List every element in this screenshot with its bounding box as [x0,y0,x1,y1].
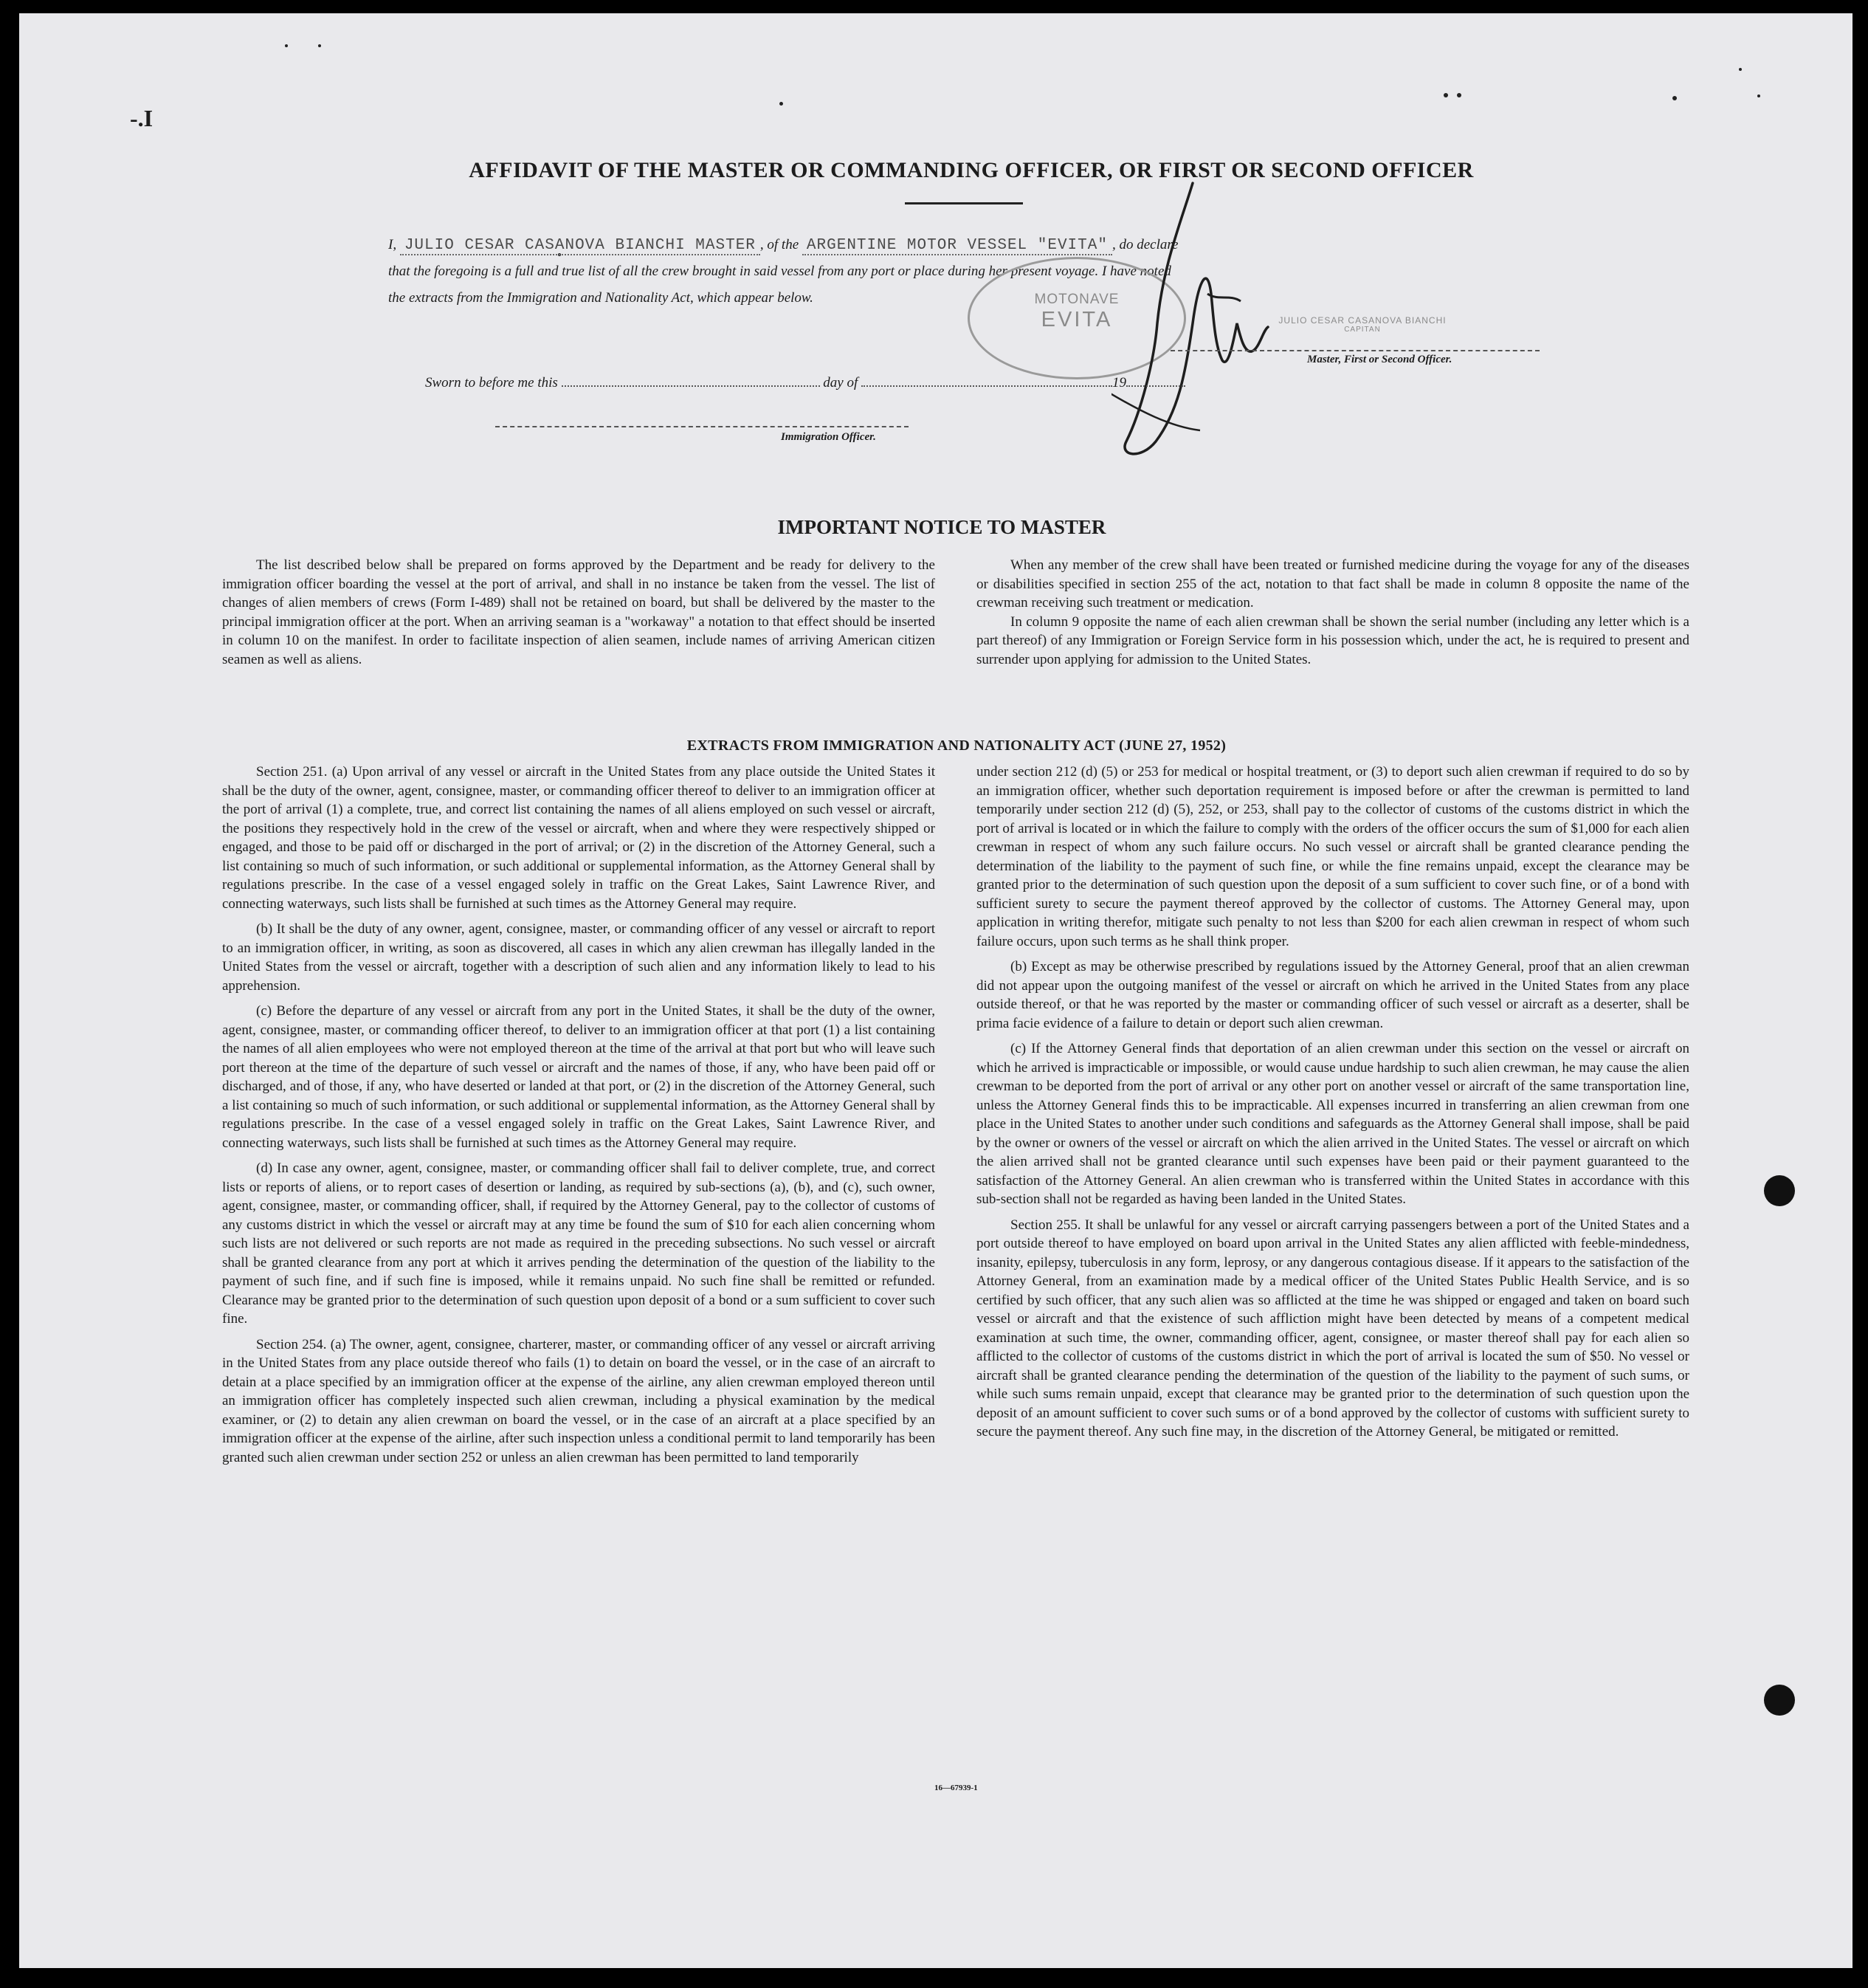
day-of-label: day of [823,375,858,391]
sworn-year-field[interactable] [1126,385,1185,387]
scan-speck [1739,68,1742,71]
extract-left-paragraph: (d) In case any owner, agent, consignee, master, or commanding officer shall fail to deliver complete, true, and correct lists or reports of aliens, or to report cases of desertion or landing, as required by sub-sections (a), (b), and (c), such owner, agent, consignee, master, or commanding officer, shall, if required by the Attorney General, pay to the collector of customs of any customs district in which the vessel or aircraft may at any time be found the sum of $10 for each alien concerning whom such lists are not delivered or such reports are not made as required in the preceding subsections. No such vessel or aircraft shall be granted clearance from any port at which it arrives pending the determination of the question of the liability to the payment of such fine, and if such fine is imposed, while it remains unpaid. No such fine shall be remitted or refunded. Clearance may be granted prior to the determination of such question upon deposit of a bond or a sum sufficient to cover such fine. [222,1160,935,1327]
affidavit-title: AFFIDAVIT OF THE MASTER OR COMMANDING OFFICER, OR FIRST OR SECOND OFFICER [469,158,1474,182]
extract-left-paragraph: (c) Before the departure of any vessel or aircraft from any port in the United States, it shall be the duty of the owner, agent, consignee, master, or commanding officer thereof, to deliver to an immigration officer at that port (1) a list containing the names of all alien employees who were not employed thereon at the time of the arrival at that port but who will leave such port thereon at the time of the departure of such vessel or aircraft and the names of those, if any, who have been paid off or discharged, and of those, if any, who have deserted or landed at that port, or (2) in the discretion of the Attorney General, such a list containing so much of such information, or such additional or supplemental information, as the Attorney General shall by regulations prescribe. In the case of a vessel engaged solely in traffic on the Great Lakes, Saint Lawrence River, and connecting waterways, such lists shall be furnished at such times as the Attorney General may require. [222,1003,935,1151]
declaration-line-2: that the foregoing is a full and true list of all the crew brought in said vessel from any port or place during her present voyage. I have noted [388,264,1171,279]
scan-speck [1444,93,1448,97]
vessel-name-field[interactable]: ARGENTINE MOTOR VESSEL "EVITA" [802,237,1112,255]
extract-right-paragraph: Section 255. It shall be unlawful for any vessel or aircraft carrying passengers between a port of the United States and a port outside thereof to have employed on board upon arrival in the United States any alien afflicted with feeble-mindedness, insanity, epilepsy, tuberculosis in any form, leprosy, or any dangerous contagious disease. If it appears to the satisfaction of the Attorney General, from an examination made by a medical officer of the United States Public Health Service, and is so certified by such officer, that any such alien was so afflicted at the time he was shipped or engaged and taken on board such vessel or aircraft and that the existence of such affliction might have been detected by means of a competent medical examination at such time, the owner, commanding officer, agent, consignee, or master thereof shall pay for each alien so afflicted to the collector of customs of the customs district in which the port of arrival is located the sum of $50. No vessel or aircraft shall be granted clearance pending the determination of the question of the liability to the payment of such sums, or while such sums remain unpaid, except that clearance may be granted prior to the determination of such question upon the deposit of an amount sufficient to cover such sums or of a bond approved by the collector of customs with sufficient surety to secure the payment thereof. Any such fine may, in the discretion of the Attorney General, be mitigated or remitted. [976,1217,1689,1440]
extracts-title: EXTRACTS FROM IMMIGRATION AND NATIONALITY ACT (JUNE 27, 1952) [686,737,1227,754]
master-name-field[interactable]: JULIO CESAR CASANOVA BIANCHI MASTER [400,237,760,255]
extract-right-paragraph: (b) Except as may be otherwise prescribed by regulations issued by the Attorney General, proof that an alien crewman did not appear upon the outgoing manifest of the vessel or aircraft on which he arrived in the United States from any place outside thereof, or that he was reported by the master or commanding officer of such vessel or aircraft as a deserter, shall be prima facie evidence of a failure to detain or deport such alien crewman. [976,959,1689,1031]
extract-right-paragraph: under section 212 (d) (5) or 253 for medical or hospital treatment, or (3) to deport such alien crewman if required to do so by an immigration officer, whether such deportation requirement is imposed before or after the crewman is permitted to land temporarily under section 212 (d) (5), 252, or 253, shall pay to the collector of customs of the customs district in which the port of arrival is located or in which the failure to comply with the orders of the officer occurs the sum of $1,000 for each alien crewman in respect of whom any such failure occurs. No such vessel or aircraft shall be granted clearance pending the determination of the liability to the payment of such fine, or while the fine remains unpaid, except the clearance may be granted prior to the determination of such question upon the deposit of a sum sufficient to cover such fine, or of a bond with sufficient surety to secure the payment thereof approved by the collector of customs. The Attorney General may, upon application in writing therefor, mitigate such penalty to not less than $200 for each alien crewman in respect of whom such failure occurs, upon such terms as he shall think proper. [976,764,1689,949]
scan-speck [1672,96,1677,100]
extract-left-paragraph: Section 254. (a) The owner, agent, consignee, charterer, master, or commanding officer of any vessel or aircraft arriving in the United States from any place outside thereof who fails (1) to detain on board the vessel, or in the case of an aircraft to detain at a place specified by an immigration officer at the expense of the airline, any alien crewman employed thereon until an immigration officer has completely inspected such alien crewman, including a physical examination by the medical examiner, or (2) to detain any alien crewman on board the vessel, or in the case of an aircraft at a place specified by an immigration officer at the expense of the airline, after such inspection unless a conditional permit to land temporarily has been granted such alien crewman under section 252 or unless an alien crewman has been permitted to land temporarily [222,1336,935,1465]
notice-right-paragraph-1: When any member of the crew shall have been treated or furnished medicine during the voyage for any of the diseases or disabilities specified in section 255 of the act, notation to that fact shall be made in column 8 opposite the name of the crewman receiving such treatment or medication. [976,557,1689,610]
extract-left-paragraph: Section 251. (a) Upon arrival of any vessel or aircraft in the United States from any place outside the United States it shall be the duty of the owner, agent, consignee, master, or commanding officer thereof to deliver to an immigration officer at the port of arrival (1) a complete, true, and correct list containing the names of all aliens employed on such vessel or aircraft, the positions they respectively hold in the crew of the vessel or aircraft, when and where they were respectively shipped or engaged, and those to be paid off or discharged in the port of arrival; or (2) in the discretion of the Attorney General, such a list containing so much of such information, or such additional or supplemental information, as the Attorney General shall by regulations prescribe. In the case of a vessel engaged solely in traffic on the Great Lakes, Saint Lawrence River, and connecting waterways, such lists shall be furnished at such times as the Attorney General may require. [222,764,935,912]
decl-do-declare: , do declare [1112,237,1179,252]
scan-speck [285,44,288,47]
document-page [19,13,1853,1968]
immigration-officer-label: Immigration Officer. [781,431,876,443]
notice-left-paragraph: The list described below shall be prepared on forms approved by the Department and be ready for delivery to the immigration officer boarding the vessel at the port of arrival, and shall in no instance be taken from the vessel. The list of changes of alien members of crews (Form I-489) shall not be retained on board, but shall be delivered by the master to the principal immigration officer at the port. When an arriving seaman is a "workaway" a notation to that effect should be inserted in column 10 on the manifest. In order to facilitate inspection of alien seamen, include names of arriving American citizen seamen as well as aliens. [222,557,935,667]
master-signature-label: Master, First or Second Officer. [1307,354,1452,365]
margin-mark: -.I [130,105,154,131]
stamp-line-1: MOTONAVE [1034,292,1120,307]
declaration-line-3: the extracts from the Immigration and Nationality Act, which appear below. [388,290,813,306]
scan-speck [779,102,783,106]
title-rule [905,202,1023,204]
notice-right-paragraph-2: In column 9 opposite the name of each alien crewman shall be shown the serial number (including any letter which is a part thereof) of any Immigration or Foreign Service form in his possession which, under the act, he is required to present and surrender upon applying for admission to the United States. [976,613,1689,667]
notice-left-column [222,556,935,669]
declaration-line-1 [388,232,1540,258]
extracts-left-column [222,763,935,1467]
punch-hole [1764,1685,1795,1716]
sworn-day-field[interactable] [562,385,820,387]
sworn-month-field[interactable] [861,385,1112,387]
notice-title: IMPORTANT NOTICE TO MASTER [777,516,1106,538]
decl-i: I, [388,237,397,252]
decl-of-the: , of the [759,237,799,252]
notice-right-column [976,556,1689,669]
scan-speck [1757,94,1760,97]
extracts-right-column [976,763,1689,1442]
handwritten-signature [1112,176,1303,471]
scan-speck [1457,93,1461,97]
sworn-line [425,375,1185,391]
extract-left-paragraph: (b) It shall be the duty of any owner, agent, consignee, master, or commanding officer of any vessel or aircraft to report to an immigration officer, in writing, as soon as discovered, all cases in which any alien crewman has illegally landed in the United States from the vessel or aircraft, together with a description of such alien and any information likely to lead to his apprehension. [222,921,935,994]
captain-stamp-name: JULIO CESAR CASANOVA BIANCHI [1278,315,1447,326]
year-prefix: 19 [1112,375,1127,391]
immigration-officer-line [495,426,909,427]
declaration-block [388,232,1540,312]
extract-right-paragraph: (c) If the Attorney General finds that deportation of an alien crewman under this section on the vessel or aircraft on which he arrived is impracticable or impossible, or would cause undue hardship to such alien crewman, he may cause the alien crewman to be deported from the port of arrival or any other port on another vessel or aircraft of the same transportation line, unless the Attorney General finds this to be impracticable. All expenses incurred in transferring an alien crewman from one place in the United States to another under such conditions and safeguards as the Attorney General shall impose, shall be paid by the owner or owners of the vessel or aircraft on which the alien arrived in the United States. The vessel or aircraft on which the alien arrived shall not be granted clearance until such expenses have been paid or their payment guaranteed to the satisfaction of the Attorney General. An alien crewman who is transferred within the United States in accordance with this sub-section shall not be regarded as having been landed in the United States. [976,1041,1689,1207]
punch-hole [1764,1175,1795,1206]
scan-speck [318,44,321,47]
stamp-line-2: EVITA [1041,308,1113,331]
sworn-text: Sworn to before me this [425,375,558,391]
captain-stamp-title: CAPITAN [1344,326,1381,334]
master-signature-line [1171,350,1540,351]
form-number: 16—67939-1 [934,1784,978,1792]
